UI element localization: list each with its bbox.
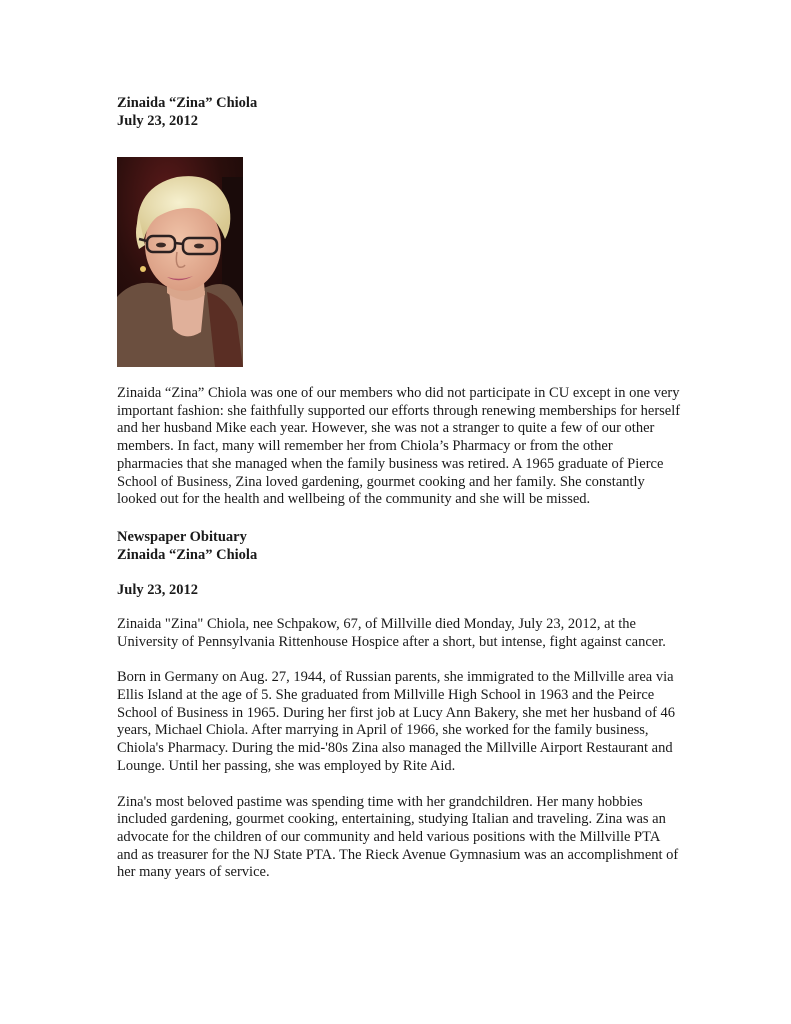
tribute-date: July 23, 2012 <box>117 113 198 129</box>
obituary-name: Zinaida “Zina” Chiola <box>117 546 258 563</box>
obituary-paragraph: Born in Germany on Aug. 27, 1944, of Russian parents, she immigrated to the Millville area via Ellis Island at the age of 5. She graduated from Millville High School in 1963 and the Peirce School of Business in 1965. During her first job at Lucy Ann Bakery, she met her husband of 46 years, Michael Chiola. After marrying in April of 1966, she worked for the family business, Chiola's Pharmacy. During the mid-'80s Zina also managed the Millville Airport Restaurant and Lounge. Until her passing, she was employed by Rite Aid. <box>117 669 676 774</box>
obituary-paragraph: Zina's most beloved pastime was spending time with her grandchildren. Her many hobbies included gardening, gourmet cooking, entertaining, studying Italian and traveling. Zina was an advocate for the children of our community and held various positions with the Millville PTA and as treasurer for the NJ State PTA. The Rieck Avenue Gymnasium was an accomplishment of her many years of service. <box>117 793 679 881</box>
tribute-name: Zinaida “Zina” Chiola <box>117 95 258 111</box>
obituary-date: July 23, 2012 <box>117 581 198 598</box>
obituary-paragraph: Zinaida "Zina" Chiola, nee Schpakow, 67, of Millville died Monday, July 23, 2012, at the University of Pennsylvania Rittenhouse Hospice after a short, but intense, fight against cancer. <box>117 615 666 650</box>
obituary-heading: Newspaper Obituary <box>117 528 247 545</box>
portrait-photo <box>117 157 243 367</box>
tribute-paragraph: Zinaida “Zina” Chiola was one of our members who did not participate in CU except in one very important fashion: she faithfully supported our efforts through renewing memberships for herself and her husband Mike each year. However, she was not a stranger to quite a few of our other members. In fact, many will remember her from Chiola’s Pharmacy or from the other pharmacies that she managed when the family business was retired. A 1965 graduate of Pierce School of Business, Zina loved gardening, gourmet cooking and her family. She constantly looked out for the health and wellbeing of the community and she will be missed. <box>117 385 681 508</box>
document-page <box>117 94 682 882</box>
